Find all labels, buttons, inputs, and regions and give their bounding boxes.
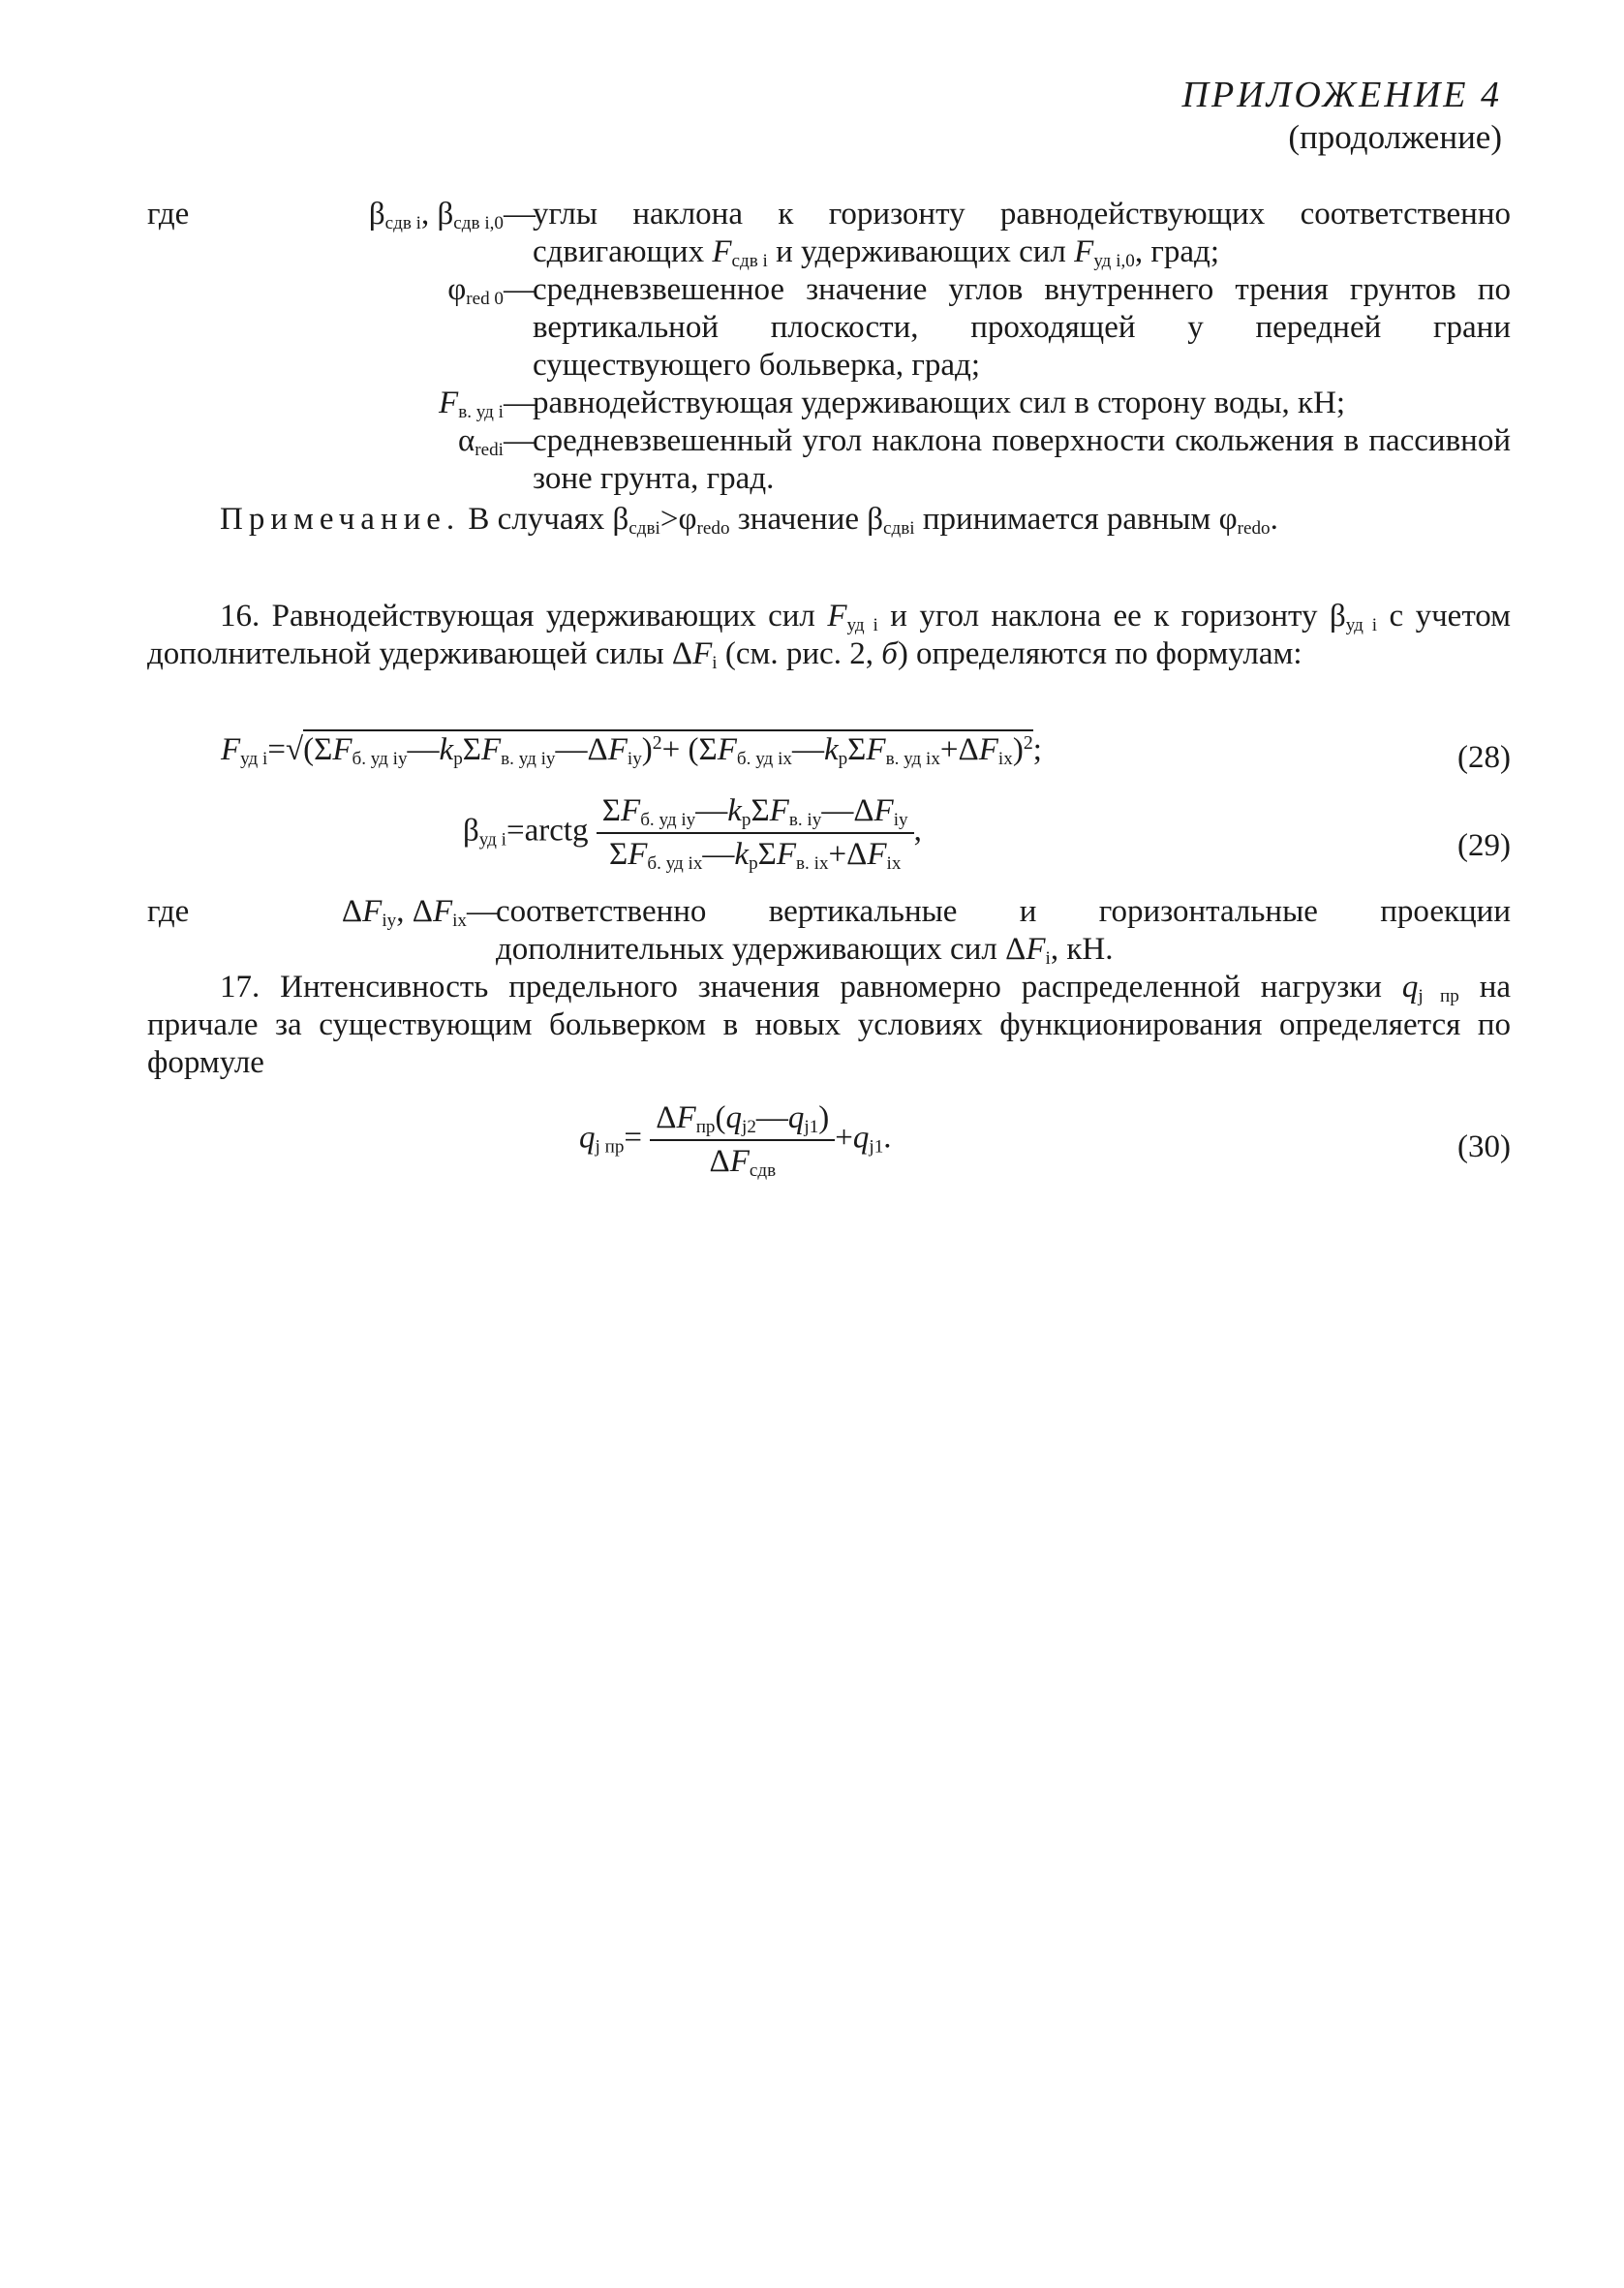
paragraph-16: 16. Равнодействующая удерживающих сил $F_{уд і}$ и угол наклона ее к горизонту $\beta_{уд і}$ с учетом дополнительной удерживающей силы $\Delta F_і$ (см. рис. 2, б) определяются по формулам: — [147, 599, 1512, 673]
page-header — [1182, 74, 1502, 159]
equation-number-30: (30) — [1457, 1129, 1511, 1164]
formula-29: $\beta_{уд і}=arctg$ $\frac{\Sigma F_{б. уд іу}—k_р\Sigma F_{в. іу}—\Delta F_{іу}}{\Sigma F_{б. уд іх}—k_р\Sigma F_{в. іх}+\Delta F_{іх}}$ , — [463, 793, 922, 874]
paragraph-17: 17. Интенсивность предельного значения равномерно распределенной нагрузки $q_{j пр}$ на причале за существующим больверком в новых условиях функционирования определяется по формуле — [147, 970, 1512, 1080]
note-label: Примечание. — [220, 502, 461, 537]
definition-text: углы наклона к горизонту равнодействующих соответственно сдвигающих $F_{сдв і}$ и удерживающих сил $F_{уд і,0}$, град; — [533, 197, 1511, 271]
fraction-29: $\frac{\Sigma F_{б. уд іу}—k_р\Sigma F_{в. іу}—\Delta F_{іу}}{\Sigma F_{б. уд іх}—k_р\Sigma F_{в. іх}+\Delta F_{іх}}$ — [597, 792, 914, 874]
definition-text: средневзвешенное значение углов внутреннего трения грунтов по вертикальной плоскости, проходящей у передней грани существующего больверка, град; — [533, 272, 1511, 383]
definition-beta-sdv: где $\beta_{сдв і}$, $\beta_{сдв і,0}$ — углы наклона к горизонту равнодействующих соответственно сдвигающих $F_{сдв і}$ и удерживающих сил $F_{уд і,0}$, град; — [147, 197, 1511, 271]
equation-number-29: (29) — [1457, 828, 1511, 863]
definition-f-v-ud: $F_{в. уд і}$ — равнодействующая удерживающих сил в сторону воды, кН; — [147, 385, 1511, 422]
appendix-title: ПРИЛОЖЕНИЕ 4 — [1181, 75, 1502, 115]
definition-text: соответственно вертикальные и горизонтальные проекции дополнительных удерживающих сил $\Delta F_і$, кН. — [496, 894, 1511, 969]
formula-28: $F_{уд і}=√(\Sigma F_{б. уд іу}—k_р\Sigma F_{в. уд іу}—\Delta F_{іу})^2+$ $(\Sigma F_{б. уд іх}—k_р\Sigma F_{в. уд іх}+\Delta F_{іх})^2$; — [221, 731, 1042, 769]
definition-delta-f: где $\Delta F_{іу}$, $\Delta F_{іх}$ — соответственно вертикальные и горизонтальные проекции дополнительных удерживающих сил $\Delta F_і$, кН. — [147, 894, 1511, 969]
definition-text: средневзвешенный угол наклона поверхности скольжения в пассивной зоне грунта, град. — [533, 423, 1511, 496]
equation-number-28: (28) — [1457, 740, 1511, 775]
where-word: где — [147, 197, 190, 232]
fraction-30: $\frac{\Delta F_{пр}(q_{j2}—q_{j1})}{\Delta F_{сдв}}$ — [650, 1099, 835, 1181]
note-paragraph: Примечание. В случаях $\beta_{сдві}>\varphi_{redо}$ значение $\beta_{сдві}$ принимается равным $\varphi_{redо}$. — [220, 502, 1278, 539]
definition-phi-red: $\varphi_{red 0}$ — средневзвешенное значение углов внутреннего трения грунтов по вертикальной плоскости, проходящей у передней грани существующего больверка, град; — [447, 272, 1511, 383]
definitions-list — [147, 196, 1511, 498]
definition-alpha-red: $\alpha_{redi}$ — средневзвешенный угол наклона поверхности скольжения в пассивной зоне грунта, град. — [457, 423, 1511, 496]
formula-30: $q_{j пр}=$ $\frac{\Delta F_{пр}(q_{j2}—q_{j1})}{\Delta F_{сдв}}$ $+q_{j1}$. — [579, 1100, 892, 1181]
appendix-continued: (продолжение) — [1288, 118, 1502, 156]
definition-text: равнодействующая удерживающих сил в сторону воды, кН; — [533, 386, 1346, 420]
